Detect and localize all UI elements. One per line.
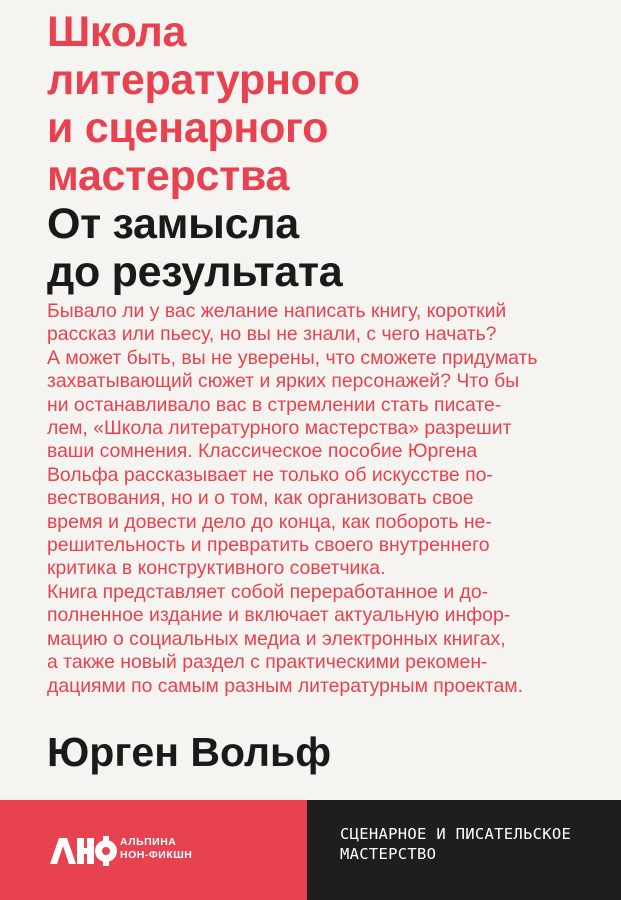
book-subtitle — [47, 200, 607, 296]
title-line: Школа — [47, 8, 187, 56]
series-line: МАСТЕРСТВО — [340, 845, 437, 863]
subtitle-line: до результата — [47, 248, 343, 296]
blurb-line: вествования, но и о том, как организовать свое — [47, 487, 474, 510]
author-name: Юрген Вольф — [47, 729, 332, 775]
blurb-line: рассказ или пьесу, но вы не знали, с чего начать? — [47, 323, 497, 346]
series-panel — [307, 800, 621, 900]
blurb-line: дациями по самым разным литературным проектам. — [47, 674, 524, 697]
blurb-line: критика в конструктивного советчика. — [47, 557, 386, 580]
publisher-line: АЛЬПИНА — [120, 836, 177, 848]
blurb-line: Бывало ли у вас желание написать книгу, короткий — [47, 300, 507, 322]
series-name — [340, 824, 610, 864]
book-title — [47, 8, 607, 200]
title-line: мастерства — [47, 152, 290, 200]
subtitle-line: От замысла — [47, 200, 299, 248]
publisher-panel — [0, 800, 307, 900]
blurb-line: захватывающий сюжет и ярких персонажей? Что бы — [47, 370, 520, 393]
blurb-line: ни останавливало вас в стремлении стать писате- — [47, 393, 502, 416]
blurb-line: ваши сомнения. Классическое пособие Юргена — [47, 440, 478, 463]
blurb-line: Вольфа рассказывает не только об искусстве по- — [47, 463, 493, 486]
blurb-line: мацию о социальных медиа и электронных книгах, — [47, 627, 506, 650]
title-line: литературного — [47, 56, 360, 104]
publisher-logo-icon — [48, 834, 118, 866]
title-line: и сценарного — [47, 104, 329, 152]
blurb-line: а также новый раздел с практическими рекомен- — [47, 651, 488, 674]
publisher-name — [120, 836, 192, 862]
blurb-line: решительность и превратить своего внутреннего — [47, 534, 490, 557]
blurb-text — [47, 300, 597, 698]
series-line: СЦЕНАРНОЕ И ПИСАТЕЛЬСКОЕ — [340, 825, 572, 843]
publisher-line: НОН-ФИКШН — [120, 849, 193, 861]
blurb-line: А может быть, вы не уверены, что сможете придумать — [47, 346, 538, 369]
blurb-line: Книга представляет собой переработанное и до- — [47, 580, 489, 603]
blurb-line: лем, «Школа литературного мастерства» разрешит — [47, 417, 512, 440]
blurb-line: полненное издание и включает актуальную инфор- — [47, 604, 511, 627]
blurb-line: время и довести дело до конца, как побороть не- — [47, 510, 492, 533]
